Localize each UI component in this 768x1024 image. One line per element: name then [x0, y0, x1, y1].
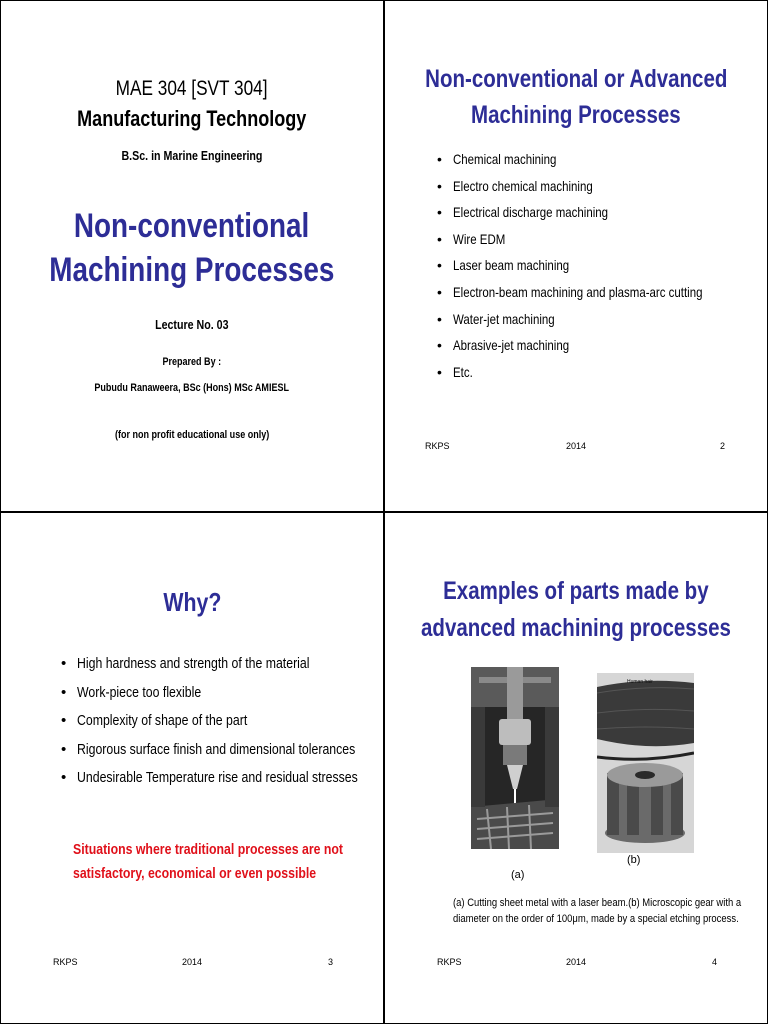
slide-title: Non-conventional or Advanced Machining Processes — [424, 65, 728, 129]
author-line: Pubudu Ranaweera, BSc (Hons) MSc AMIESL — [94, 382, 290, 394]
footer-left: RKPS — [437, 957, 462, 967]
list-item: • Electrical discharge machining — [437, 202, 757, 229]
slide-3-why — [0, 512, 384, 1024]
lecture-title: Non-conventional Machining Processes — [49, 207, 335, 289]
list-item: • Laser beam machining — [437, 255, 757, 282]
course-name: Manufacturing Technology — [77, 106, 307, 131]
list-item: • High hardness and strength of the material — [61, 653, 384, 682]
footer-page-number: 4 — [711, 957, 717, 967]
list-item: • Water-jet machining — [437, 309, 757, 336]
footer-left: RKPS — [425, 441, 450, 451]
process-list — [437, 149, 757, 388]
label-b: (b) — [627, 854, 641, 866]
list-item: • Complexity of shape of the part — [61, 710, 384, 739]
label-a: (a) — [511, 869, 525, 881]
lecture-number: Lecture No. 03 — [155, 317, 229, 332]
list-item: • Work-piece too flexible — [61, 682, 384, 711]
slide-1-title — [0, 0, 384, 512]
footer-center: 2014 — [181, 957, 203, 967]
course-code: MAE 304 [SVT 304] — [116, 77, 268, 100]
list-item: • Wire EDM — [437, 229, 757, 256]
list-item: • Electron-beam machining and plasma-arc cutting — [437, 282, 757, 309]
laser-cutting-photo — [471, 667, 559, 849]
list-item: • Electro chemical machining — [437, 176, 757, 203]
footer-page-number: 3 — [327, 957, 333, 967]
list-item: • Etc. — [437, 362, 757, 389]
list-item: • Undesirable Temperature rise and residual stresses — [61, 767, 384, 796]
list-item: • Chemical machining — [437, 149, 757, 176]
highlight-statement: Situations where traditional processes are not satisfactory, economical or even possible — [73, 841, 343, 882]
microscopic-gear-photo — [597, 673, 694, 853]
footer-center: 2014 — [565, 441, 587, 451]
list-item: • Abrasive-jet machining — [437, 335, 757, 362]
prepared-by-label: Prepared By : — [162, 356, 222, 368]
degree-line: B.Sc. in Marine Engineering — [121, 148, 263, 163]
footer-page-number: 2 — [719, 441, 725, 451]
list-item: • Rigorous surface finish and dimensional tolerances — [61, 739, 384, 768]
footer-left: RKPS — [53, 957, 78, 967]
reasons-list — [61, 653, 384, 796]
slide-2-processes — [384, 0, 768, 512]
laser-cutting-illustration — [471, 667, 559, 849]
gear-illustration — [597, 673, 694, 853]
footer-center: 2014 — [565, 957, 587, 967]
human-hair-annotation: Human hair — [627, 679, 653, 685]
slide-title: Examples of parts made by advanced machining processes — [421, 577, 731, 642]
slide-4-examples — [384, 512, 768, 1024]
figure-caption: (a) Cutting sheet metal with a laser beam.(b) Microscopic gear with a diameter on the order of 100μm, made by a special etching process. — [453, 897, 742, 925]
usage-note: (for non profit educational use only) — [114, 429, 270, 441]
slide-title: Why? — [162, 587, 222, 617]
